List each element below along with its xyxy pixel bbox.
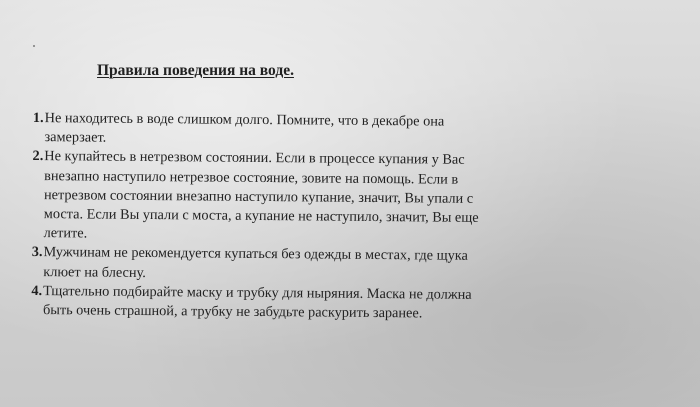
rule-line: клюет на блесну. <box>43 263 146 281</box>
rule-number: 1. <box>32 109 44 127</box>
rule-line: летите. <box>43 225 88 242</box>
paper-speck <box>33 45 35 47</box>
rule-text <box>43 109 673 153</box>
rule-text <box>43 147 673 249</box>
rule-line: нетрезвом состоянии внезапно наступило купание, значит, Вы упали с <box>43 186 474 207</box>
rule-item-4 <box>31 282 671 326</box>
document-title: Правила поведения на воде. <box>97 62 294 79</box>
rule-number: 2. <box>32 148 44 165</box>
rule-text <box>42 244 672 288</box>
rules-list <box>31 109 673 326</box>
rule-text <box>42 282 672 326</box>
rule-item-3 <box>31 243 671 287</box>
rule-line: моста. Если Вы упали с моста, а купание не наступило, значит, Вы еще <box>43 206 479 226</box>
rule-line: Тщательно подбирайте маску и трубку для ныряния. Маска не должна <box>43 282 472 303</box>
rule-line: быть очень страшной, а трубку не забудьте раскурить заранее. <box>42 302 423 322</box>
rule-line: замерзает. <box>44 129 107 146</box>
rule-line: Не находитесь в воде слишком долго. Помните, что в декабре она <box>44 110 445 130</box>
rule-item-2 <box>32 147 673 249</box>
rule-line: Мужчинам не рекомендуется купаться без одежды в местах, где щука <box>43 244 468 265</box>
rule-number: 3. <box>31 244 43 261</box>
rule-item-1 <box>33 109 673 153</box>
rule-line: внезапно наступило нетрезвое состояние, зовите на помощь. Если в <box>44 167 459 188</box>
rule-line: Не купайтесь в нетрезвом состоянии. Если в процессе купания у Вас <box>44 148 465 169</box>
rule-number: 4. <box>31 282 43 299</box>
